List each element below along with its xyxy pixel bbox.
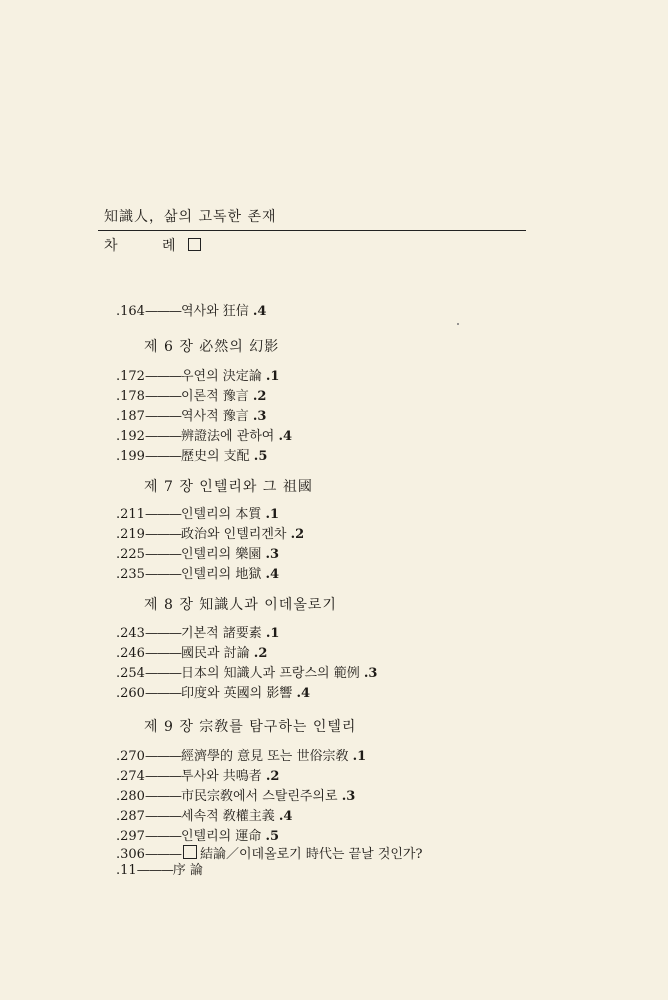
entry-page-number: .164: [116, 304, 145, 319]
toc-entry: [116, 626, 279, 642]
entry-page-number: .297: [116, 829, 145, 844]
toc-entry: [116, 666, 377, 682]
chapter-heading: 제 7 장 인텔리와 그 祖國: [144, 479, 313, 495]
entry-section-number: .1: [352, 749, 367, 764]
entry-dash: ———: [144, 847, 181, 862]
toc-entry: [116, 507, 279, 523]
entry-section-number: .5: [253, 449, 268, 464]
entry-page-number: .254: [116, 666, 145, 681]
entry-section-number: .3: [363, 666, 378, 681]
toc-entry: [116, 527, 304, 543]
entry-dash: ———: [136, 863, 173, 878]
entry-dash: ———: [144, 567, 181, 582]
toc-entry: [116, 389, 266, 405]
toc-entry: [116, 789, 355, 805]
entry-title: 結論／이데올로기 時代는 끝날 것인가?: [199, 847, 423, 862]
entry-page-number: .187: [116, 409, 145, 424]
entry-page-number: .306: [116, 847, 145, 862]
paper-speck: [457, 323, 459, 325]
entry-title: 國民과 討論: [180, 646, 250, 661]
entry-dash: ———: [144, 449, 181, 464]
chapter-heading: 제 9 장 宗敎를 탐구하는 인텔리: [144, 719, 357, 735]
entry-dash: ———: [144, 789, 181, 804]
entry-title: 辨證法에 관하여: [180, 429, 275, 444]
toc-entry: [116, 547, 279, 563]
entry-page-number: .11: [116, 863, 137, 878]
entry-title: 역사와 狂信: [180, 304, 249, 319]
toc-entry: [116, 769, 279, 785]
entry-page-number: .172: [116, 369, 145, 384]
entry-page-number: .225: [116, 547, 145, 562]
entry-section-number: .4: [296, 686, 311, 701]
entry-section-number: .2: [253, 646, 268, 661]
chapter-heading: 제 6 장 必然의 幻影: [144, 339, 280, 355]
entry-dash: ———: [144, 369, 181, 384]
entry-title: 투사와 共鳴者: [180, 769, 262, 784]
entry-section-number: .2: [265, 769, 280, 784]
entry-section-number: .4: [265, 567, 280, 582]
entry-dash: ———: [144, 646, 181, 661]
entry-page-number: .211: [116, 507, 145, 522]
entry-section-number: .1: [265, 626, 280, 641]
entry-title: 政治와 인텔리겐차: [180, 527, 287, 542]
entry-page-number: .235: [116, 567, 145, 582]
toc-entry: [116, 686, 310, 702]
toc-entry: [116, 829, 279, 845]
entry-dash: ———: [144, 829, 181, 844]
square-box-icon: [183, 845, 197, 859]
toc-entry: [116, 369, 279, 385]
entry-dash: ———: [144, 507, 181, 522]
toc-label: 차 례: [104, 238, 196, 254]
entry-dash: ———: [144, 409, 181, 424]
entry-section-number: .3: [265, 547, 280, 562]
toc-entry: [116, 304, 266, 320]
entry-section-number: .2: [290, 527, 305, 542]
entry-dash: ———: [144, 429, 181, 444]
entry-page-number: .270: [116, 749, 145, 764]
entry-section-number: .3: [341, 789, 356, 804]
entry-dash: ———: [144, 527, 181, 542]
entry-section-number: .5: [265, 829, 280, 844]
entry-section-number: .4: [252, 304, 267, 319]
entry-dash: ———: [144, 666, 181, 681]
entry-section-number: .4: [278, 809, 293, 824]
entry-title: 기본적 諸要素: [180, 626, 262, 641]
toc-entry: [116, 449, 267, 465]
entry-page-number: .192: [116, 429, 145, 444]
entry-dash: ———: [144, 547, 181, 562]
entry-section-number: .2: [252, 389, 267, 404]
toc-heading: [104, 235, 201, 255]
entry-title: 인텔리의 地獄: [180, 567, 262, 582]
entry-page-number: .280: [116, 789, 145, 804]
entry-dash: ———: [144, 389, 181, 404]
entry-title: 우연의 決定論: [180, 369, 262, 384]
entry-dash: ———: [144, 749, 181, 764]
entry-title: 序 論: [172, 863, 203, 878]
entry-section-number: .1: [265, 507, 280, 522]
toc-entry: [116, 749, 366, 765]
entry-dash: ———: [144, 769, 181, 784]
square-box-icon: [188, 238, 201, 251]
entry-title: 인텔리의 樂園: [180, 547, 262, 562]
toc-entry: [116, 863, 203, 879]
toc-entry: [116, 809, 292, 825]
entry-dash: ———: [144, 809, 181, 824]
entry-title: 인텔리의 運命: [180, 829, 262, 844]
header-rule: [98, 230, 526, 231]
entry-page-number: .243: [116, 626, 145, 641]
entry-page-number: .199: [116, 449, 145, 464]
entry-page-number: .287: [116, 809, 145, 824]
entry-title: 市民宗敎에서 스탈린주의로: [180, 789, 338, 804]
entry-page-number: .274: [116, 769, 145, 784]
entry-page-number: .246: [116, 646, 145, 661]
toc-entry: [116, 646, 267, 662]
entry-dash: ———: [144, 304, 181, 319]
entry-dash: ———: [144, 686, 181, 701]
entry-title: 이론적 豫言: [180, 389, 249, 404]
entry-section-number: .3: [252, 409, 267, 424]
toc-entry: [116, 567, 279, 583]
toc-entry: [116, 409, 266, 425]
entry-dash: ———: [144, 626, 181, 641]
entry-title: 日本의 知識人과 프랑스의 範例: [180, 666, 360, 681]
entry-title: 印度와 英國의 影響: [180, 686, 293, 701]
entry-section-number: .4: [278, 429, 293, 444]
toc-entry: [116, 429, 292, 445]
entry-page-number: .178: [116, 389, 145, 404]
entry-title: 세속적 敎權主義: [180, 809, 275, 824]
entry-section-number: .1: [265, 369, 280, 384]
entry-title: 歷史의 支配: [180, 449, 250, 464]
toc-entry: [116, 845, 422, 863]
entry-title: 인텔리의 本質: [180, 507, 262, 522]
entry-page-number: .260: [116, 686, 145, 701]
entry-page-number: .219: [116, 527, 145, 542]
entry-title: 經濟學的 意見 또는 世俗宗敎: [180, 749, 349, 764]
chapter-heading: 제 8 장 知識人과 이데올로기: [144, 597, 337, 613]
running-title: 知識人，삶의 고독한 존재: [104, 209, 277, 225]
entry-title: 역사적 豫言: [180, 409, 249, 424]
